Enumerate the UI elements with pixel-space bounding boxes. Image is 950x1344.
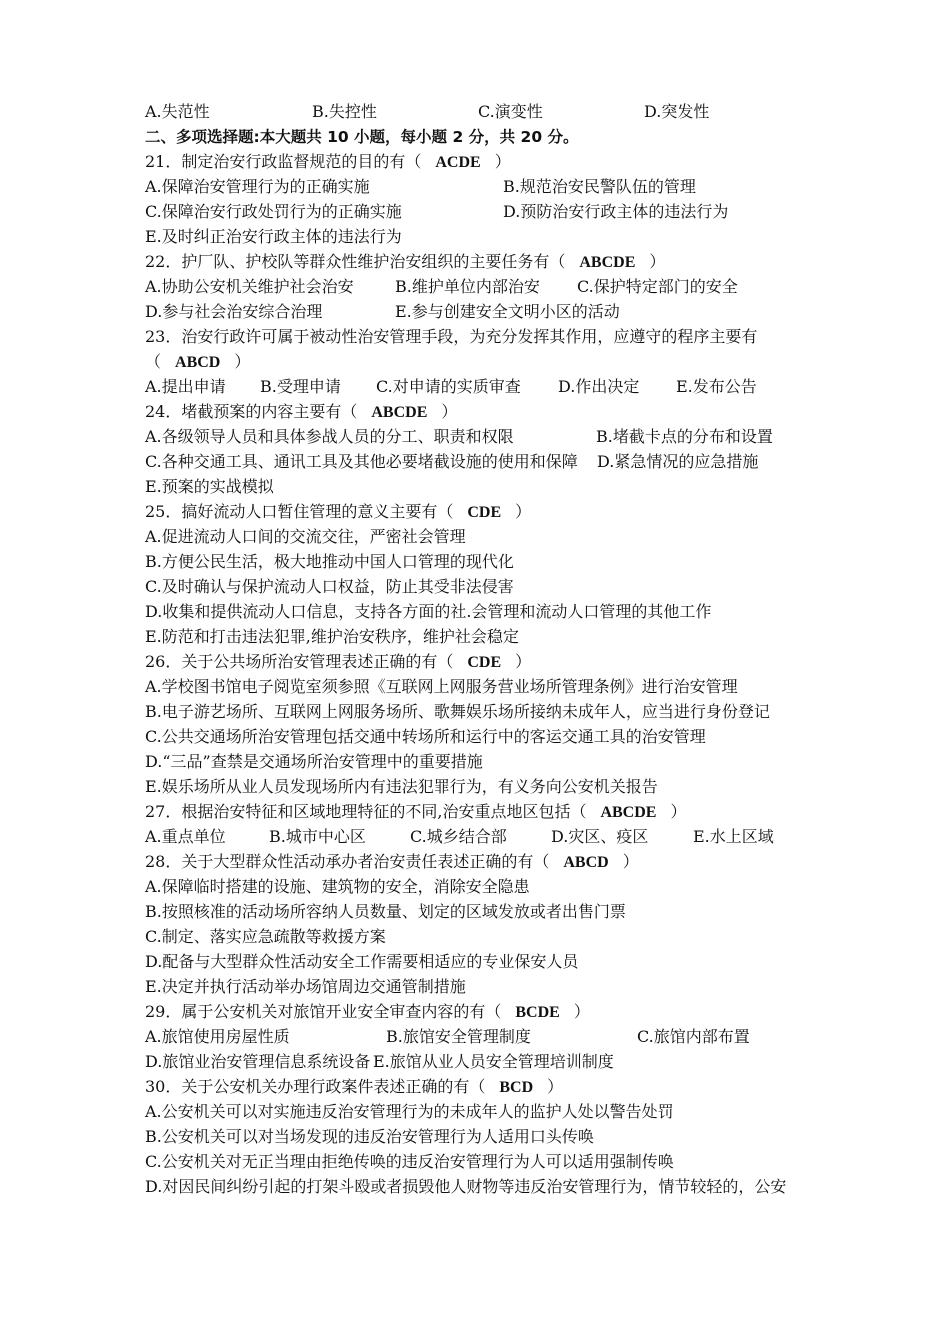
stem-close: ） — [649, 252, 666, 271]
stem-text: 30．关于公安机关办理行政案件表述正确的有（ — [145, 1077, 486, 1096]
option-c: C.公共交通场所治安管理包括交通中转场所和运行中的客运交通工具的治安管理 — [145, 727, 706, 746]
option-e: E.决定并执行活动举办场馆周边交通管制措施 — [145, 977, 466, 996]
stem-text: 27．根据治安特征和区域地理特征的不同,治安重点地区包括（ — [145, 802, 587, 821]
stem-text: 21．制定治安行政监督规范的目的有（ — [145, 152, 422, 171]
option-d: D.灾区、疫区 — [551, 827, 649, 846]
question-stem — [145, 250, 665, 274]
option-b: B.旅馆安全管理制度 — [386, 1027, 531, 1046]
option-e: E.防范和打击违法犯罪,维护治安秩序，维护社会稳定 — [145, 627, 519, 646]
option-c: C.公安机关对无正当理由拒绝传唤的违反治安管理行为人可以适用强制传唤 — [145, 1152, 674, 1171]
option-e: E.预案的实战模拟 — [145, 477, 274, 496]
answer-key: BCDE — [515, 1004, 560, 1021]
option-b: B.规范治安民警队伍的管理 — [503, 177, 696, 196]
option-b: B.城市中心区 — [269, 827, 366, 846]
stem-open: （ — [145, 352, 162, 371]
stem-close: ） — [515, 652, 532, 671]
option-a: A.各级领导人员和具体参战人员的分工、职责和权限 — [145, 427, 514, 446]
answer-key: ACDE — [435, 154, 481, 171]
option-b: B.受理申请 — [260, 377, 341, 396]
stem-close: ） — [441, 402, 458, 421]
option-d: D.作出决定 — [558, 377, 640, 396]
stem-close: ） — [622, 852, 639, 871]
answer-key: ABCD — [175, 354, 221, 371]
stem-text: 24．堵截预案的内容主要有（ — [145, 402, 358, 421]
question-stem — [145, 800, 686, 824]
answer-key: BCD — [499, 1079, 534, 1096]
option-b: B.公安机关可以对当场发现的违反治安管理行为人适用口头传唤 — [145, 1127, 594, 1146]
stem-text: 26．关于公共场所治安管理表述正确的有（ — [145, 652, 454, 671]
stem-text: 25．搞好流动人口暂住管理的意义主要有（ — [145, 502, 454, 521]
option-c: C.演变性 — [478, 102, 543, 121]
option-d: D.参与社会治安综合治理 — [145, 302, 323, 321]
option-d: D.“三品”查禁是交通场所治安管理中的重要措施 — [145, 752, 483, 771]
option-d: D.收集和提供流动人口信息，支持各方面的社.会管理和流动人口管理的其他工作 — [145, 602, 712, 621]
question-stem — [145, 1000, 590, 1024]
question-stem — [145, 400, 457, 424]
stem-close: ） — [234, 352, 251, 371]
option-e: E.发布公告 — [676, 377, 757, 396]
stem-text: 22．护厂队、护校队等群众性维护治安组织的主要任务有（ — [145, 252, 566, 271]
option-d: D.突发性 — [644, 102, 710, 121]
option-b: B.方便公民生活，极大地推动中国人口管理的现代化 — [145, 552, 514, 571]
stem-text: 29．属于公安机关对旅馆开业安全审查内容的有（ — [145, 1002, 502, 1021]
option-a: A.失范性 — [145, 102, 210, 121]
option-a: A.旅馆使用房屋性质 — [145, 1027, 290, 1046]
option-d: D.配备与大型群众性活动安全工作需要相适应的专业保安人员 — [145, 952, 579, 971]
question-stem — [145, 850, 639, 874]
option-a: A.公安机关可以对实施违反治安管理行为的未成年人的监护人处以警告处罚 — [145, 1102, 674, 1121]
option-c: C.各种交通工具、通讯工具及其他必要堵截设施的使用和保障 — [145, 452, 578, 471]
option-d: D.紧急情况的应急措施 — [597, 452, 759, 471]
answer-key: ABCDE — [371, 404, 428, 421]
option-a: A.学校图书馆电子阅览室须参照《互联网上网服务营业场所管理条例》进行治安管理 — [145, 677, 738, 696]
option-e: E.娱乐场所从业人员发现场所内有违法犯罪行为，有义务向公安机关报告 — [145, 777, 658, 796]
question-stem — [145, 500, 531, 524]
answer-key: CDE — [467, 504, 502, 521]
option-d: D.预防治安行政主体的违法行为 — [503, 202, 729, 221]
option-a: A.重点单位 — [145, 827, 226, 846]
option-c: C.城乡结合部 — [410, 827, 507, 846]
option-d: D.对因民间纠纷引起的打架斗殴或者损毁他人财物等违反治安管理行为，情节较轻的，公安 — [145, 1177, 787, 1196]
option-b: B.堵截卡点的分布和设置 — [596, 427, 773, 446]
question-stem — [145, 1075, 563, 1099]
option-e: E.参与创建安全文明小区的活动 — [395, 302, 620, 321]
option-a: A.协助公安机关维护社会治安 — [145, 277, 354, 296]
option-b: B.电子游艺场所、互联网上网服务场所、歌舞娱乐场所接纳未成年人，应当进行身份登记 — [145, 702, 770, 721]
option-d: D.旅馆业治安管理信息系统设备 — [145, 1052, 371, 1071]
option-c: C.对申请的实质审查 — [376, 377, 521, 396]
option-e: E.水上区域 — [693, 827, 774, 846]
section-title: 二、多项选择题:本大题共 10 小题，每小题 2 分，共 20 分。 — [145, 128, 579, 146]
question-stem — [145, 150, 511, 174]
option-a: A.保障治安管理行为的正确实施 — [145, 177, 370, 196]
option-c: C.保护特定部门的安全 — [577, 277, 738, 296]
option-e: E.及时纠正治安行政主体的违法行为 — [145, 227, 402, 246]
option-c: C.旅馆内部布置 — [637, 1027, 750, 1046]
answer-key: ABCDE — [600, 804, 657, 821]
option-c: C.保障治安行政处罚行为的正确实施 — [145, 202, 402, 221]
option-b: B.失控性 — [312, 102, 377, 121]
answer-key: CDE — [467, 654, 502, 671]
answer-key: ABCDE — [579, 254, 636, 271]
option-a: A.保障临时搭建的设施、建筑物的安全，消除安全隐患 — [145, 877, 530, 896]
question-stem — [145, 650, 531, 674]
answer-key: ABCD — [563, 854, 609, 871]
stem-text: 28．关于大型群众性活动承办者治安责任表述正确的有（ — [145, 852, 550, 871]
option-e: E.旅馆从业人员安全管理培训制度 — [373, 1052, 614, 1071]
option-a: A.促进流动人口间的交流交往，严密社会管理 — [145, 527, 466, 546]
option-c: C.及时确认与保护流动人口权益，防止其受非法侵害 — [145, 577, 514, 596]
question-stem: 23．治安行政许可属于被动性治安管理手段，为充分发挥其作用，应遵守的程序主要有 — [145, 327, 758, 346]
stem-close: ） — [547, 1077, 564, 1096]
stem-close: ） — [670, 802, 687, 821]
stem-close: ） — [494, 152, 511, 171]
stem-close: ） — [573, 1002, 590, 1021]
option-c: C.制定、落实应急疏散等救援方案 — [145, 927, 386, 946]
option-a: A.提出申请 — [145, 377, 226, 396]
question-stem-cont — [145, 350, 250, 374]
option-b: B.按照核准的活动场所容纳人员数量、划定的区域发放或者出售门票 — [145, 902, 626, 921]
stem-close: ） — [515, 502, 532, 521]
option-b: B.维护单位内部治安 — [395, 277, 540, 296]
